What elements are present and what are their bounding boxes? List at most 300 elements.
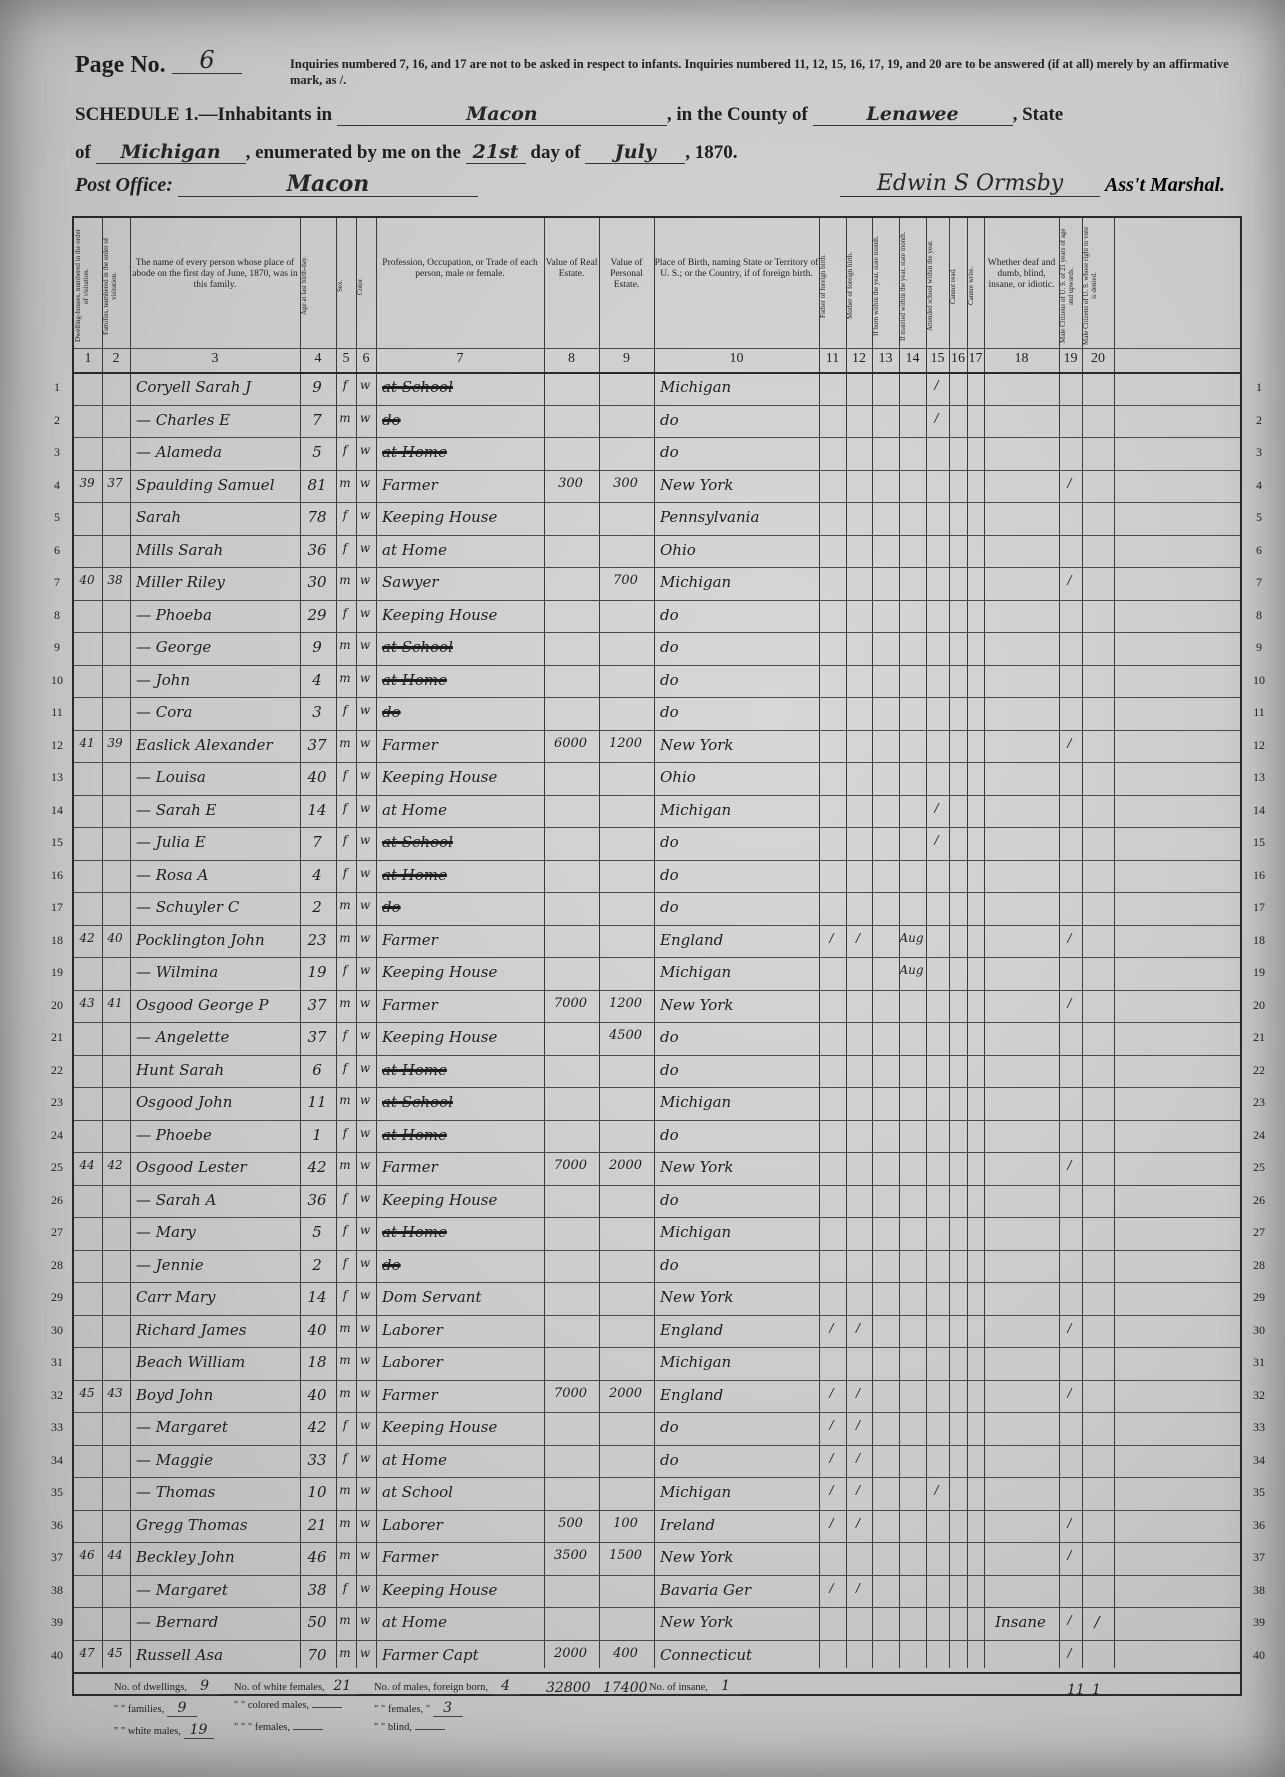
- row-rule: [74, 1185, 1240, 1186]
- cell-occ: at Home: [382, 800, 447, 819]
- cell-re: 500: [558, 1515, 583, 1531]
- cell-name: Spaulding Samuel: [136, 475, 275, 494]
- cell-sex: m: [339, 1548, 351, 1562]
- cell-name: — Sarah A: [136, 1190, 217, 1209]
- cell-sex: m: [339, 410, 351, 425]
- cell-name: Gregg Thomas: [136, 1515, 248, 1534]
- column-header: Families, numbered in the order of visitation.: [102, 237, 118, 335]
- column-number: 1: [84, 351, 92, 366]
- cell-c19: /: [1067, 1385, 1072, 1400]
- column-number: 17: [968, 351, 983, 366]
- column-rule: [1082, 218, 1083, 1668]
- cell-c12: /: [855, 1515, 861, 1530]
- line-number: 28: [1253, 1257, 1265, 1272]
- cell-age: 40: [307, 1385, 327, 1404]
- column-header: Value of Real Estate.: [545, 258, 598, 279]
- cell-color: w: [359, 540, 371, 555]
- cell-color: w: [359, 1483, 371, 1497]
- cell-name: — Margaret: [136, 1418, 228, 1436]
- cell-sex: f: [342, 1418, 348, 1432]
- cell-birth: Bavaria Ger: [660, 1580, 752, 1599]
- row-rule: [74, 1445, 1240, 1446]
- cell-birth: England: [660, 930, 724, 949]
- state-line: of Michigan , enumerated by me on the 21st day of July , 1870.: [75, 141, 738, 164]
- column-header: Mother of foreign birth.: [846, 252, 854, 320]
- column-header: Sex.: [336, 279, 344, 293]
- line-number: 23: [51, 1095, 63, 1109]
- row-rule: [74, 1477, 1240, 1478]
- cell-c12: /: [855, 1385, 861, 1400]
- cell-occ: at School: [382, 1093, 453, 1111]
- cell-pe: 1200: [608, 735, 643, 751]
- cell-age: 5: [312, 1223, 322, 1241]
- cell-birth: do: [660, 1418, 679, 1436]
- column-header: Attended school within the year.: [926, 240, 934, 332]
- cell-occ: Farmer: [382, 1385, 438, 1404]
- cell-name: Boyd John: [136, 1385, 214, 1404]
- cell-color: w: [359, 1645, 371, 1660]
- column-rule: [1114, 218, 1115, 1668]
- cell-age: 37: [307, 995, 327, 1014]
- cell-birth: do: [660, 898, 679, 916]
- cell-color: w: [359, 1288, 371, 1302]
- column-number: 13: [878, 351, 893, 366]
- line-number: 12: [51, 737, 63, 752]
- cell-c11: /: [829, 930, 834, 945]
- cell-age: 42: [307, 1158, 327, 1176]
- cell-age: 36: [307, 540, 327, 559]
- cell-birth: do: [660, 1190, 679, 1209]
- cell-sex: m: [339, 638, 351, 652]
- cell-color: w: [359, 995, 371, 1010]
- summary-colored-females: " " " females,: [234, 1722, 323, 1733]
- cell-age: 23: [307, 930, 327, 949]
- cell-sex: f: [342, 1580, 348, 1595]
- cell-name: — Phoeba: [136, 605, 212, 624]
- cell-occ: Laborer: [382, 1515, 443, 1534]
- cell-c11: /: [829, 1515, 834, 1530]
- cell-occ: Keeping House: [382, 605, 498, 624]
- line-number: 22: [1253, 1062, 1265, 1077]
- cell-c19: /: [1067, 1548, 1072, 1562]
- cell-birth: Ireland: [660, 1515, 715, 1534]
- row-rule: [74, 1250, 1240, 1251]
- cell-sex: f: [342, 800, 348, 815]
- cell-name: — Jennie: [136, 1255, 204, 1274]
- census-table: [51, 216, 1265, 1738]
- cell-sex: f: [342, 833, 348, 847]
- cell-age: 50: [307, 1613, 327, 1631]
- line-number: 1: [1256, 380, 1262, 394]
- cell-pe: 2000: [608, 1385, 643, 1401]
- line-number: 3: [54, 445, 60, 459]
- cell-age: 14: [307, 1288, 327, 1306]
- row-rule: [74, 632, 1240, 633]
- cell-sex: f: [342, 1060, 348, 1075]
- cell-pe: 1500: [608, 1548, 643, 1563]
- cell-color: w: [359, 1093, 371, 1107]
- cell-d: 47: [79, 1645, 95, 1660]
- cell-c11: /: [829, 1320, 834, 1335]
- summary-denied-total: 1: [1092, 1682, 1101, 1698]
- cell-color: w: [359, 1515, 371, 1530]
- line-number: 34: [51, 1452, 63, 1467]
- row-rule: [74, 1412, 1240, 1413]
- line-number: 23: [1253, 1095, 1265, 1109]
- line-number: 1: [54, 380, 60, 394]
- cell-name: Hunt Sarah: [136, 1060, 225, 1079]
- cell-age: 2: [312, 1255, 322, 1274]
- column-header: Value of Personal Estate.: [610, 258, 643, 290]
- cell-c19: /: [1067, 930, 1072, 945]
- cell-sex: m: [339, 1645, 351, 1660]
- cell-color: w: [359, 638, 371, 652]
- line-number: 18: [51, 932, 63, 947]
- column-header: Place of Birth, naming State or Territory of U. S.; or the Country, if of foreign birth.: [654, 258, 819, 279]
- row-rule: [74, 990, 1240, 991]
- column-header: If born within the year, state month.: [872, 235, 880, 337]
- row-rule: [74, 1055, 1240, 1056]
- column-number: 16: [951, 351, 965, 366]
- cell-pe: 300: [613, 475, 638, 491]
- column-number: 20: [1091, 351, 1105, 366]
- column-rule: [544, 218, 545, 1668]
- cell-birth: do: [660, 1060, 679, 1079]
- cell-occ: Laborer: [382, 1320, 443, 1339]
- cell-c11: /: [829, 1450, 834, 1465]
- cell-sex: f: [342, 508, 348, 522]
- cell-color: w: [359, 670, 371, 685]
- cell-sex: m: [339, 898, 351, 912]
- column-number: 2: [112, 351, 120, 366]
- cell-name: Easlick Alexander: [136, 735, 273, 754]
- cell-c19: /: [1067, 475, 1072, 490]
- line-number: 30: [1253, 1322, 1265, 1337]
- column-header: Cannot read.: [949, 268, 957, 304]
- summary-real-estate-total: 32800: [546, 1680, 591, 1696]
- row-rule: [74, 957, 1240, 958]
- cell-age: 42: [307, 1418, 327, 1436]
- line-number: 10: [1253, 672, 1265, 687]
- column-number: 12: [852, 351, 866, 366]
- cell-birth: Michigan: [660, 1223, 732, 1241]
- cell-sex: f: [342, 443, 348, 457]
- cell-c19: /: [1067, 735, 1072, 750]
- line-number: 17: [1253, 900, 1265, 914]
- cell-d: 42: [79, 930, 95, 945]
- line-number: 26: [51, 1192, 63, 1207]
- month-field: July: [585, 142, 685, 164]
- cell-age: 81: [307, 475, 327, 494]
- row-rule: [74, 827, 1240, 828]
- cell-f: 38: [107, 573, 123, 587]
- cell-occ: at School: [382, 378, 453, 396]
- cell-occ: Keeping House: [382, 963, 498, 981]
- cell-birth: England: [660, 1385, 724, 1404]
- cell-color: w: [359, 1450, 371, 1465]
- cell-sex: m: [339, 735, 351, 750]
- cell-sex: f: [342, 378, 348, 392]
- cell-d: 43: [79, 995, 95, 1010]
- line-number: 11: [1253, 705, 1265, 719]
- line-number: 30: [51, 1322, 63, 1337]
- cell-name: Coryell Sarah J: [136, 378, 252, 396]
- line-number: 32: [51, 1387, 63, 1402]
- cell-occ: Keeping House: [382, 508, 498, 526]
- cell-name: Pocklington John: [136, 930, 265, 949]
- cell-age: 4: [312, 865, 322, 884]
- cell-sex: m: [339, 1353, 351, 1367]
- line-number: 35: [1253, 1485, 1265, 1499]
- cell-pe: 100: [613, 1515, 638, 1531]
- cell-d: 41: [79, 735, 95, 750]
- cell-age: 18: [307, 1353, 327, 1371]
- line-number: 31: [1253, 1355, 1265, 1369]
- header-rule: [74, 348, 1240, 349]
- column-number: 4: [314, 351, 322, 366]
- line-number: 2: [54, 412, 60, 427]
- column-number: 10: [729, 351, 744, 366]
- cell-occ: Keeping House: [382, 1418, 498, 1436]
- row-rule: [74, 1087, 1240, 1088]
- line-number: 14: [51, 802, 63, 817]
- cell-color: w: [359, 703, 371, 717]
- cell-c11: /: [829, 1483, 834, 1497]
- cell-birth: Michigan: [660, 963, 732, 981]
- cell-c12: /: [855, 1320, 861, 1335]
- cell-birth: New York: [660, 1158, 734, 1176]
- cell-age: 7: [312, 410, 322, 429]
- cell-f: 44: [107, 1548, 123, 1562]
- cell-pe: 2000: [608, 1158, 643, 1173]
- cell-color: w: [359, 898, 371, 912]
- line-number: 2: [1256, 412, 1262, 427]
- cell-pe: 400: [613, 1645, 638, 1661]
- column-header: The name of every person whose place of abode on the first day of June, 1870, was in this family.: [132, 258, 298, 290]
- cell-name: — Phoebe: [136, 1125, 212, 1144]
- cell-sex: m: [339, 1093, 351, 1107]
- cell-birth: do: [660, 1450, 679, 1469]
- column-header: Father of foreign birth.: [819, 253, 827, 319]
- line-number: 8: [54, 607, 60, 622]
- cell-occ: do: [382, 1255, 401, 1274]
- column-header: Male Citizens of U. S. whose right to vote is denied.: [1082, 226, 1098, 346]
- cell-occ: Farmer: [382, 475, 438, 494]
- cell-c19: /: [1067, 995, 1072, 1010]
- cell-sex: m: [339, 1158, 351, 1172]
- line-number: 10: [51, 672, 63, 687]
- summary-colored-males: " " colored males,: [234, 1700, 342, 1711]
- summary-dwellings: No. of dwellings, 9: [114, 1678, 220, 1695]
- cell-color: w: [359, 1580, 371, 1595]
- cell-c15: /: [934, 410, 939, 425]
- column-header: Cannot write.: [967, 266, 975, 306]
- cell-color: w: [359, 1353, 371, 1367]
- cell-birth: New York: [660, 475, 734, 494]
- cell-re: 6000: [553, 735, 588, 751]
- cell-c11: /: [829, 1580, 834, 1595]
- cell-birth: Michigan: [660, 573, 732, 591]
- cell-f: 37: [107, 475, 123, 490]
- cell-birth: do: [660, 670, 679, 689]
- line-number: 14: [1253, 802, 1265, 817]
- cell-c12: /: [855, 1483, 861, 1497]
- cell-sex: f: [342, 865, 348, 880]
- row-rule: [74, 502, 1240, 503]
- line-number: 36: [1253, 1517, 1265, 1532]
- cell-color: w: [359, 475, 371, 490]
- cell-name: — Angelette: [136, 1028, 230, 1046]
- cell-color: w: [359, 410, 371, 425]
- line-number: 24: [51, 1127, 63, 1142]
- cell-name: — Wilmina: [136, 963, 219, 981]
- line-number: 24: [1253, 1127, 1265, 1142]
- cell-name: Russell Asa: [136, 1645, 224, 1664]
- cell-d: 45: [79, 1385, 95, 1400]
- cell-name: — Charles E: [136, 410, 231, 429]
- cell-age: 40: [307, 1320, 327, 1339]
- column-number: 9: [623, 351, 630, 366]
- instructions-note: Inquiries numbered 7, 16, and 17 are not to be asked in respect to infants. Inquiries numbered 11, 12, 15, 16, 17, 19, and 20 are to be answered (if at all) merely by an affirmative mark, as /.: [290, 57, 1229, 87]
- row-rule: [74, 1510, 1240, 1511]
- row-rule: [74, 892, 1240, 893]
- marshal-line: Edwin S Ormsby Ass't Marshal.: [840, 172, 1225, 197]
- cell-c14: Aug: [899, 930, 924, 945]
- cell-color: w: [359, 1223, 371, 1237]
- line-number: 9: [1256, 640, 1262, 654]
- row-rule: [74, 1575, 1240, 1576]
- cell-c11: /: [829, 1385, 834, 1400]
- column-number: 8: [568, 351, 575, 366]
- cell-c19: /: [1067, 1613, 1072, 1627]
- cell-color: w: [359, 1190, 371, 1205]
- cell-name: Richard James: [136, 1320, 247, 1339]
- row-rule: [74, 437, 1240, 438]
- column-number: 18: [1014, 351, 1029, 366]
- line-number: 25: [51, 1160, 63, 1174]
- cell-sex: m: [339, 995, 351, 1010]
- cell-occ: do: [382, 410, 401, 429]
- cell-name: — Alameda: [136, 443, 222, 461]
- cell-color: w: [359, 963, 371, 977]
- cell-color: w: [359, 833, 371, 847]
- cell-birth: Michigan: [660, 800, 732, 819]
- cell-d: 46: [79, 1548, 95, 1562]
- cell-occ: Keeping House: [382, 768, 498, 786]
- line-number: 20: [51, 997, 63, 1012]
- line-number: 38: [1253, 1582, 1265, 1597]
- cell-birth: do: [660, 833, 679, 851]
- cell-sex: f: [342, 605, 348, 620]
- cell-color: w: [359, 1158, 371, 1172]
- column-number: 15: [930, 351, 945, 366]
- row-rule: [74, 535, 1240, 536]
- cell-birth: New York: [660, 1288, 734, 1306]
- cell-c19: /: [1067, 1515, 1072, 1530]
- line-number: 7: [1256, 575, 1262, 589]
- line-number: 28: [51, 1257, 63, 1272]
- cell-name: — Sarah E: [136, 800, 217, 819]
- row-rule: [74, 795, 1240, 796]
- cell-birth: do: [660, 410, 679, 429]
- cell-re: 2000: [553, 1645, 588, 1661]
- cell-sex: f: [342, 963, 348, 977]
- cell-name: — Mary: [136, 1223, 196, 1241]
- column-rule: [376, 218, 377, 1668]
- row-rule: [74, 600, 1240, 601]
- column-rule: [926, 218, 927, 1668]
- cell-sex: f: [342, 1125, 348, 1140]
- cell-name: — Cora: [136, 703, 193, 721]
- line-number: 22: [51, 1062, 63, 1077]
- cell-sex: f: [342, 768, 348, 782]
- cell-age: 21: [307, 1515, 327, 1534]
- row-rule: [74, 1120, 1240, 1121]
- line-number: 27: [51, 1225, 63, 1239]
- cell-occ: at School: [382, 833, 453, 851]
- summary-white-males: " " white males, 19: [114, 1722, 214, 1739]
- row-rule: [74, 665, 1240, 666]
- cell-occ: Laborer: [382, 1353, 443, 1371]
- column-rule: [984, 218, 985, 1668]
- cell-birth: Michigan: [660, 378, 732, 396]
- post-office-field: Macon: [178, 172, 478, 197]
- column-header: Male Citizens of U. S. of 21 years of age and upwards.: [1059, 228, 1075, 344]
- summary-insane: No. of insane, 1: [649, 1678, 741, 1695]
- column-number: 6: [362, 351, 370, 366]
- summary-foreign-females: " " females, " 3: [374, 1700, 463, 1717]
- cell-name: — Julia E: [136, 833, 206, 851]
- schedule-line: SCHEDULE 1.—Inhabitants in Macon , in the County of Lenawee , State: [75, 103, 1064, 126]
- cell-occ: Farmer: [382, 995, 438, 1014]
- row-rule: [74, 762, 1240, 763]
- line-number: 29: [1253, 1290, 1265, 1304]
- cell-c12: /: [855, 1580, 861, 1595]
- line-number: 33: [1253, 1420, 1265, 1434]
- line-number: 5: [1256, 510, 1262, 524]
- cell-re: 7000: [553, 1158, 588, 1173]
- cell-sex: f: [342, 1255, 348, 1270]
- cell-color: w: [359, 768, 371, 782]
- cell-birth: New York: [660, 735, 734, 754]
- summary-personal-estate-total: 17400: [603, 1680, 648, 1696]
- day-field: 21st: [466, 142, 526, 164]
- line-number: 39: [51, 1615, 63, 1629]
- line-number: 7: [54, 575, 60, 589]
- cell-age: 9: [312, 378, 322, 396]
- cell-color: w: [359, 378, 371, 392]
- cell-re: 3500: [553, 1548, 588, 1563]
- line-number: 9: [54, 640, 60, 654]
- cell-color: w: [359, 508, 371, 522]
- cell-c12: /: [855, 1418, 861, 1432]
- cell-occ: at Home: [382, 1223, 447, 1241]
- line-number: 11: [51, 705, 63, 719]
- township-field: Macon: [337, 104, 667, 126]
- row-rule: [74, 730, 1240, 731]
- cell-birth: do: [660, 605, 679, 624]
- cell-f: 39: [107, 735, 123, 750]
- line-number: 16: [1253, 867, 1265, 882]
- cell-name: — Louisa: [136, 768, 206, 786]
- cell-color: w: [359, 1060, 371, 1075]
- line-number: 6: [54, 542, 60, 557]
- line-number: 37: [1253, 1550, 1265, 1564]
- cell-birth: Connecticut: [660, 1645, 753, 1664]
- cell-birth: do: [660, 443, 679, 461]
- cell-name: Osgood George P: [136, 995, 269, 1014]
- cell-age: 70: [307, 1645, 327, 1664]
